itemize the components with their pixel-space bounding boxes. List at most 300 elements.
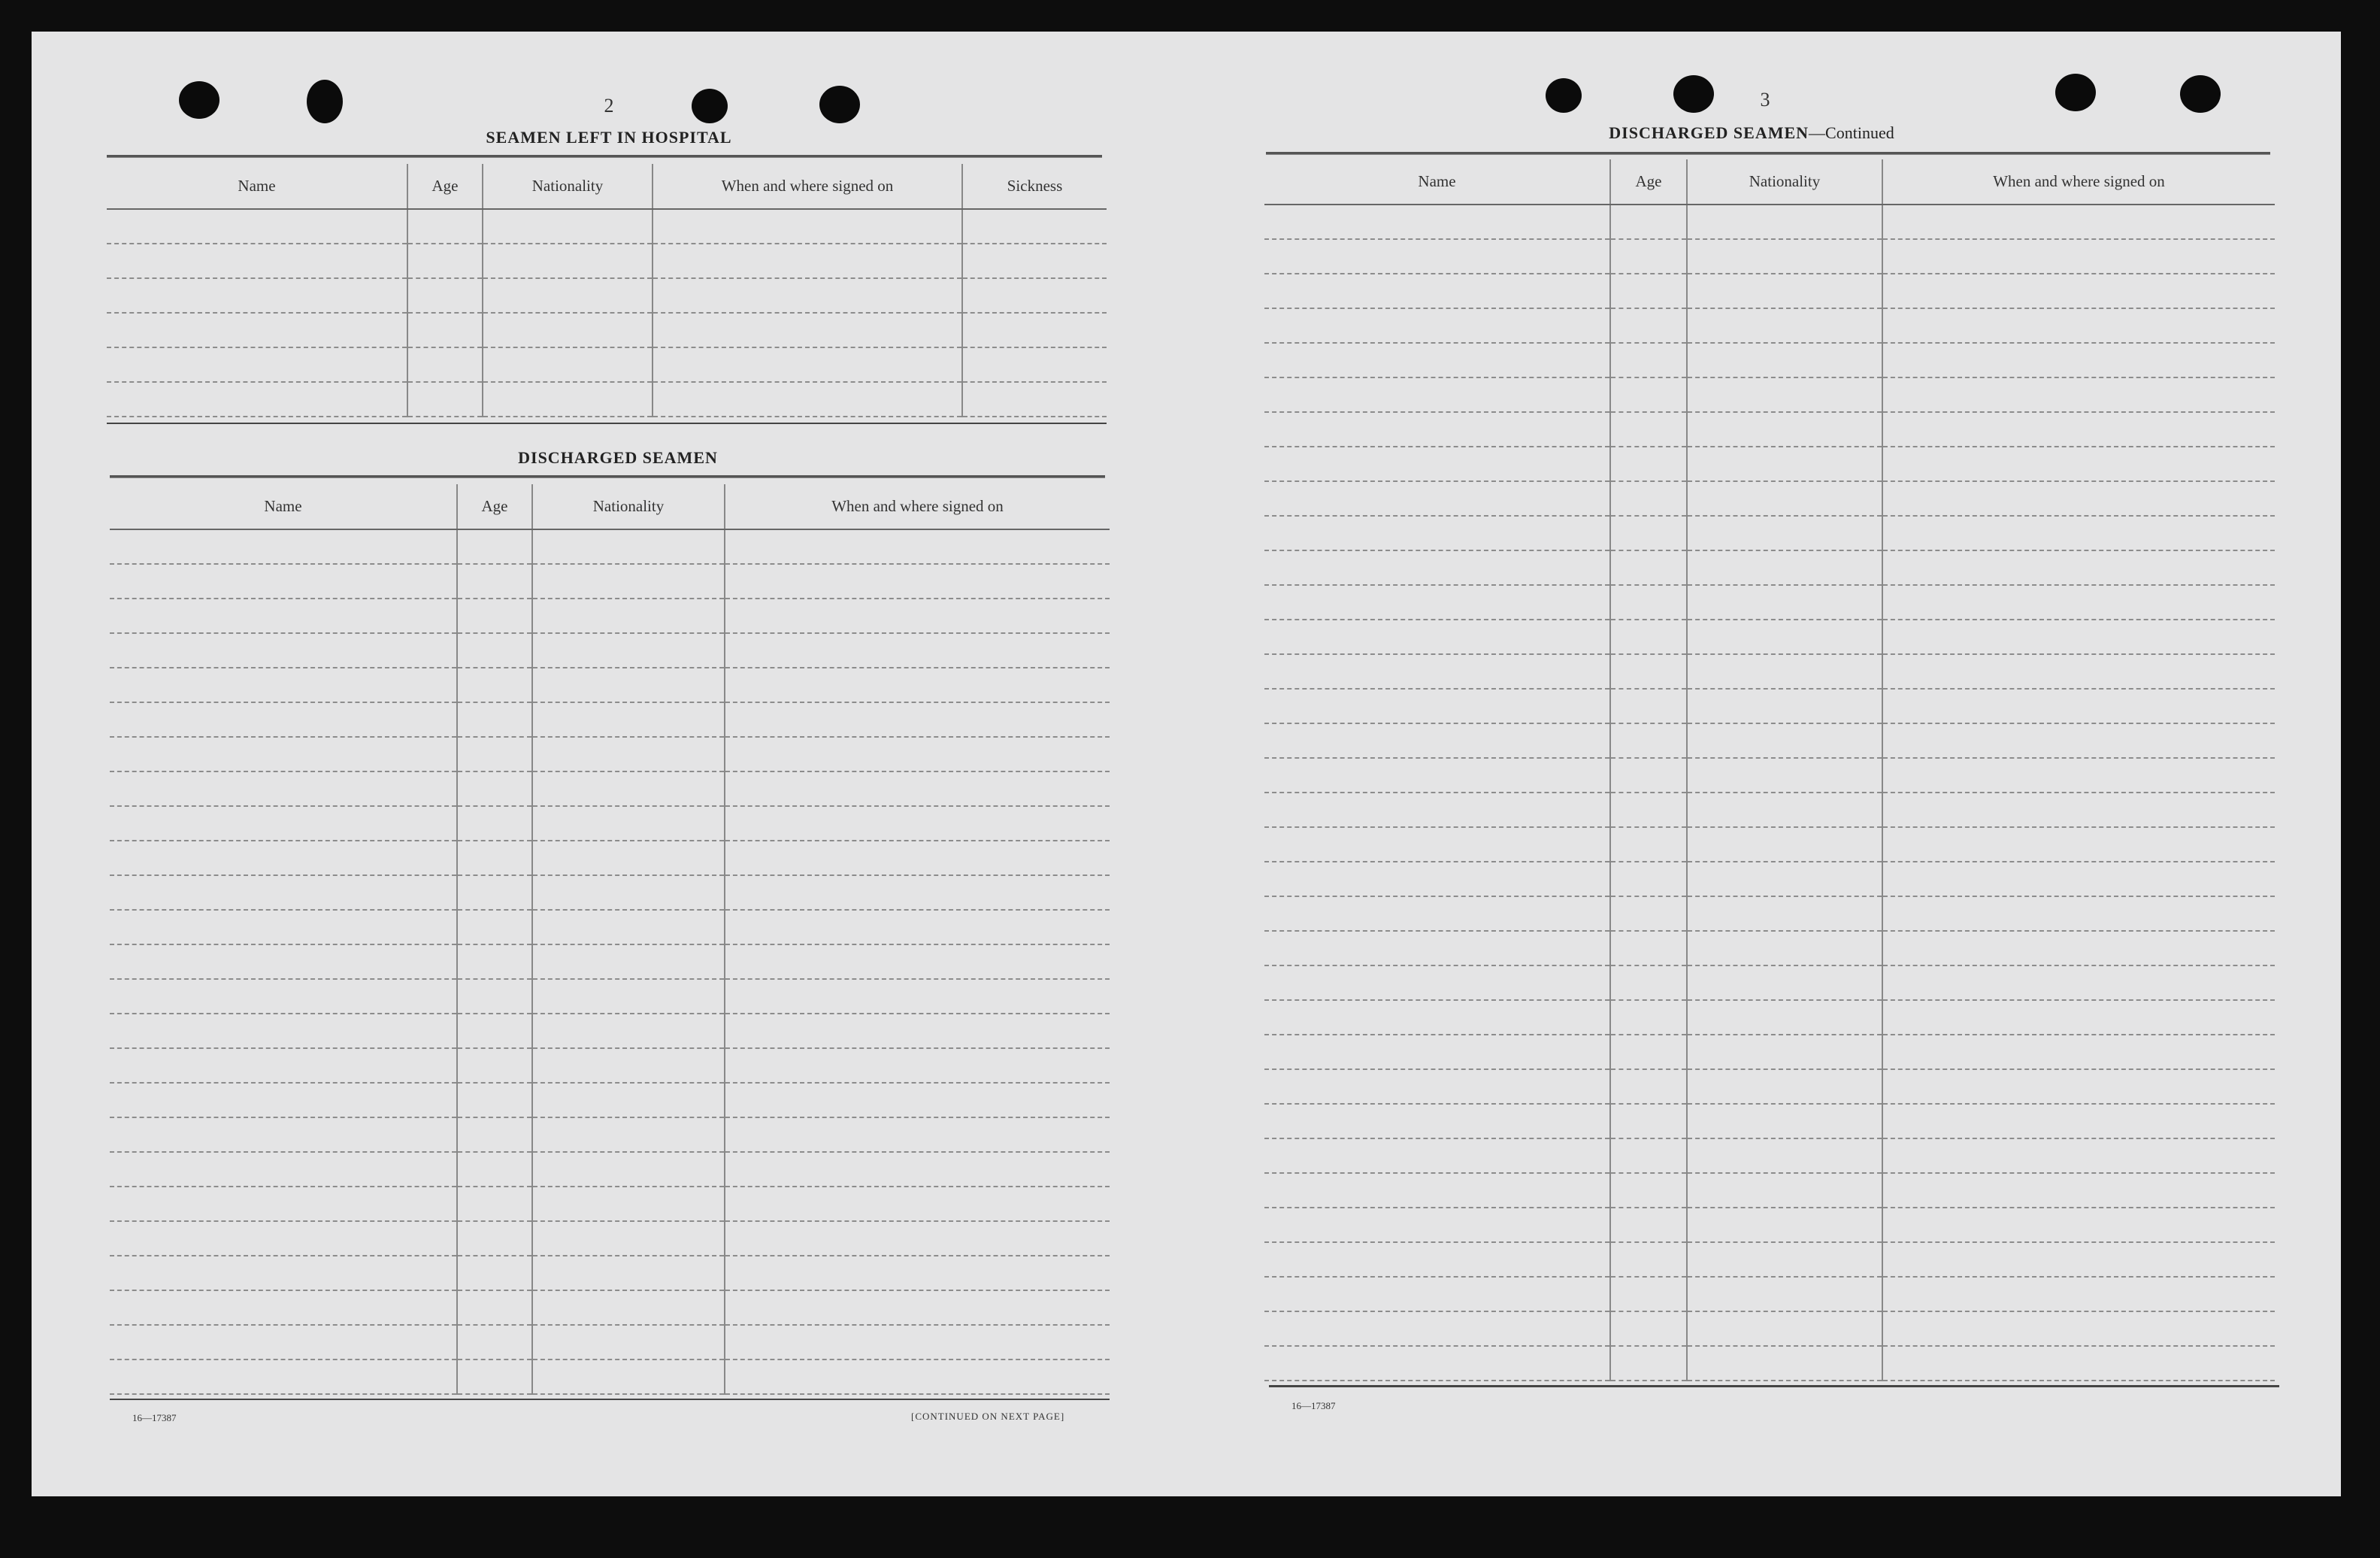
blank-entry-cell[interactable] — [1882, 447, 2275, 481]
blank-entry-cell[interactable] — [1882, 793, 2275, 827]
blank-entry-cell[interactable] — [532, 1048, 725, 1083]
table-row — [1264, 1173, 2275, 1208]
blank-entry-cell[interactable] — [1610, 1104, 1687, 1138]
blank-entry-cell[interactable] — [1264, 1138, 1610, 1173]
blank-entry-cell[interactable] — [1882, 758, 2275, 793]
blank-entry-cell[interactable] — [1687, 1104, 1882, 1138]
blank-entry-cell[interactable] — [1610, 654, 1687, 689]
blank-entry-cell[interactable] — [457, 1117, 532, 1152]
blank-entry-cell[interactable] — [110, 1152, 457, 1187]
blank-entry-cell[interactable] — [110, 875, 457, 910]
blank-entry-cell[interactable] — [1882, 308, 2275, 343]
blank-entry-cell[interactable] — [110, 1048, 457, 1083]
blank-entry-cell[interactable] — [1687, 965, 1882, 1000]
blank-entry-cell[interactable] — [1610, 1000, 1687, 1035]
blank-entry-cell[interactable] — [1882, 1138, 2275, 1173]
blank-entry-cell[interactable] — [532, 1187, 725, 1221]
blank-entry-cell[interactable] — [1687, 1000, 1882, 1035]
blank-entry-cell[interactable] — [725, 771, 1110, 806]
blank-entry-cell[interactable] — [110, 806, 457, 841]
blank-entry-cell[interactable] — [725, 910, 1110, 944]
blank-entry-cell[interactable] — [1687, 1035, 1882, 1069]
blank-entry-cell[interactable] — [110, 1256, 457, 1290]
blank-entry-cell[interactable] — [1687, 862, 1882, 896]
table-row — [1264, 931, 2275, 965]
blank-entry-cell[interactable] — [110, 910, 457, 944]
blank-entry-cell[interactable] — [1687, 827, 1882, 862]
blank-entry-cell[interactable] — [457, 633, 532, 668]
blank-entry-cell[interactable] — [457, 599, 532, 633]
blank-entry-cell[interactable] — [457, 806, 532, 841]
blank-entry-cell[interactable] — [1610, 1277, 1687, 1311]
blank-entry-cell[interactable] — [725, 1117, 1110, 1152]
blank-entry-cell[interactable] — [1882, 1208, 2275, 1242]
blank-entry-cell[interactable] — [457, 841, 532, 875]
blank-entry-cell[interactable] — [457, 944, 532, 979]
blank-entry-cell[interactable] — [1687, 412, 1882, 447]
blank-entry-cell[interactable] — [1882, 377, 2275, 412]
blank-entry-cell[interactable] — [532, 564, 725, 599]
blank-entry-cell[interactable] — [962, 382, 1107, 417]
blank-entry-cell[interactable] — [1264, 377, 1610, 412]
blank-entry-cell[interactable] — [962, 347, 1107, 382]
blank-entry-cell[interactable] — [457, 1187, 532, 1221]
blank-entry-cell[interactable] — [110, 529, 457, 564]
blank-entry-cell[interactable] — [1610, 793, 1687, 827]
blank-entry-cell[interactable] — [107, 313, 407, 347]
blank-entry-cell[interactable] — [1687, 274, 1882, 308]
blank-entry-cell[interactable] — [653, 347, 962, 382]
blank-entry-cell[interactable] — [407, 244, 483, 278]
blank-entry-cell[interactable] — [725, 702, 1110, 737]
blank-entry-cell[interactable] — [1264, 1035, 1610, 1069]
blank-entry-cell[interactable] — [457, 1014, 532, 1048]
section-title-discharged: DISCHARGED SEAMEN — [518, 448, 718, 467]
table-row — [1264, 516, 2275, 550]
blank-entry-cell[interactable] — [1610, 377, 1687, 412]
blank-entry-cell[interactable] — [107, 278, 407, 313]
column-header-name: Name — [110, 484, 457, 529]
blank-entry-cell[interactable] — [532, 875, 725, 910]
table-row — [110, 564, 1110, 599]
blank-entry-cell[interactable] — [532, 737, 725, 771]
blank-entry-cell[interactable] — [110, 1221, 457, 1256]
blank-entry-cell[interactable] — [532, 668, 725, 702]
blank-entry-cell[interactable] — [457, 668, 532, 702]
blank-entry-cell[interactable] — [962, 244, 1107, 278]
blank-entry-cell[interactable] — [1882, 1000, 2275, 1035]
blank-entry-cell[interactable] — [1882, 896, 2275, 931]
blank-entry-cell[interactable] — [532, 1152, 725, 1187]
table-row — [1264, 550, 2275, 585]
blank-entry-cell[interactable] — [1882, 931, 2275, 965]
blank-entry-cell[interactable] — [1882, 1311, 2275, 1346]
blank-entry-cell[interactable] — [110, 841, 457, 875]
blank-entry-cell[interactable] — [1610, 412, 1687, 447]
blank-entry-cell[interactable] — [1687, 239, 1882, 274]
blank-entry-cell[interactable] — [1882, 723, 2275, 758]
blank-entry-cell[interactable] — [110, 633, 457, 668]
blank-entry-cell[interactable] — [1264, 1346, 1610, 1381]
blank-entry-cell[interactable] — [725, 1014, 1110, 1048]
blank-entry-cell[interactable] — [110, 702, 457, 737]
blank-entry-cell[interactable] — [1687, 758, 1882, 793]
blank-entry-cell[interactable] — [1610, 516, 1687, 550]
blank-entry-cell[interactable] — [725, 1152, 1110, 1187]
blank-entry-cell[interactable] — [1882, 827, 2275, 862]
blank-entry-cell[interactable] — [110, 1083, 457, 1117]
blank-entry-cell[interactable] — [1687, 1173, 1882, 1208]
column-header-age: Age — [407, 164, 483, 209]
table-row — [1264, 1069, 2275, 1104]
blank-entry-cell[interactable] — [725, 806, 1110, 841]
table-row — [110, 1048, 1110, 1083]
blank-entry-cell[interactable] — [1610, 274, 1687, 308]
blank-entry-cell[interactable] — [457, 702, 532, 737]
blank-entry-cell[interactable] — [110, 944, 457, 979]
blank-entry-cell[interactable] — [457, 737, 532, 771]
blank-entry-cell[interactable] — [483, 382, 653, 417]
blank-entry-cell[interactable] — [725, 875, 1110, 910]
blank-entry-cell[interactable] — [1264, 1104, 1610, 1138]
blank-entry-cell[interactable] — [1687, 343, 1882, 377]
blank-entry-cell[interactable] — [110, 1359, 457, 1394]
blank-entry-cell[interactable] — [110, 599, 457, 633]
blank-entry-cell[interactable] — [1610, 723, 1687, 758]
blank-entry-cell[interactable] — [725, 1083, 1110, 1117]
blank-entry-cell[interactable] — [1264, 274, 1610, 308]
blank-entry-cell[interactable] — [1610, 965, 1687, 1000]
blank-entry-cell[interactable] — [1882, 516, 2275, 550]
blank-entry-cell[interactable] — [1610, 239, 1687, 274]
blank-entry-cell[interactable] — [1264, 1311, 1610, 1346]
blank-entry-cell[interactable] — [110, 771, 457, 806]
blank-entry-cell[interactable] — [1687, 1311, 1882, 1346]
blank-entry-cell[interactable] — [1264, 758, 1610, 793]
table-row — [1264, 1000, 2275, 1035]
blank-entry-cell[interactable] — [1610, 205, 1687, 239]
blank-entry-cell[interactable] — [457, 1290, 532, 1325]
blank-entry-cell[interactable] — [110, 1117, 457, 1152]
blank-entry-cell[interactable] — [483, 244, 653, 278]
blank-entry-cell[interactable] — [1264, 239, 1610, 274]
blank-entry-cell[interactable] — [532, 806, 725, 841]
table-row — [110, 1290, 1110, 1325]
blank-entry-cell[interactable] — [532, 1359, 725, 1394]
blank-entry-cell[interactable] — [110, 1014, 457, 1048]
blank-entry-cell[interactable] — [653, 313, 962, 347]
blank-entry-cell[interactable] — [1687, 1346, 1882, 1381]
blank-entry-cell[interactable] — [483, 278, 653, 313]
blank-entry-cell[interactable] — [1610, 1138, 1687, 1173]
blank-entry-cell[interactable] — [1882, 274, 2275, 308]
blank-entry-cell[interactable] — [1687, 481, 1882, 516]
table-row — [110, 771, 1110, 806]
blank-entry-cell[interactable] — [1610, 689, 1687, 723]
blank-entry-cell[interactable] — [1610, 931, 1687, 965]
blank-entry-cell[interactable] — [407, 382, 483, 417]
table-row — [110, 1359, 1110, 1394]
blank-entry-cell[interactable] — [1264, 1069, 1610, 1104]
blank-entry-cell[interactable] — [1610, 1173, 1687, 1208]
blank-entry-cell[interactable] — [1882, 654, 2275, 689]
blank-entry-cell[interactable] — [725, 564, 1110, 599]
blank-entry-cell[interactable] — [725, 1290, 1110, 1325]
blank-entry-cell[interactable] — [1264, 550, 1610, 585]
table-bottom-rule — [110, 1399, 1110, 1400]
blank-entry-cell[interactable] — [483, 347, 653, 382]
blank-entry-cell[interactable] — [532, 1256, 725, 1290]
blank-entry-cell[interactable] — [653, 244, 962, 278]
blank-entry-cell[interactable] — [457, 1048, 532, 1083]
blank-entry-cell[interactable] — [1882, 1104, 2275, 1138]
column-header-signed-on: When and where signed on — [725, 484, 1110, 529]
blank-entry-cell[interactable] — [1610, 1242, 1687, 1277]
blank-entry-cell[interactable] — [532, 1221, 725, 1256]
blank-entry-cell[interactable] — [725, 841, 1110, 875]
blank-entry-cell[interactable] — [110, 979, 457, 1014]
blank-entry-cell[interactable] — [1687, 1208, 1882, 1242]
blank-entry-cell[interactable] — [653, 209, 962, 244]
blank-entry-cell[interactable] — [1264, 1173, 1610, 1208]
punch-hole — [307, 80, 343, 123]
blank-entry-cell[interactable] — [1264, 412, 1610, 447]
blank-entry-cell[interactable] — [1264, 1000, 1610, 1035]
blank-entry-cell[interactable] — [1264, 793, 1610, 827]
blank-entry-cell[interactable] — [1882, 239, 2275, 274]
blank-entry-cell[interactable] — [1882, 1242, 2275, 1277]
blank-entry-cell[interactable] — [407, 209, 483, 244]
blank-entry-cell[interactable] — [1610, 1069, 1687, 1104]
blank-entry-cell[interactable] — [532, 599, 725, 633]
section-title-hospital: SEAMEN LEFT IN HOSPITAL — [486, 128, 732, 147]
blank-entry-cell[interactable] — [1687, 793, 1882, 827]
blank-entry-cell[interactable] — [532, 1014, 725, 1048]
blank-entry-cell[interactable] — [1610, 550, 1687, 585]
column-header-name: Name — [107, 164, 407, 209]
blank-entry-cell[interactable] — [1687, 654, 1882, 689]
blank-entry-cell[interactable] — [1264, 620, 1610, 654]
blank-entry-cell[interactable] — [725, 944, 1110, 979]
blank-entry-cell[interactable] — [1687, 1277, 1882, 1311]
blank-entry-cell[interactable] — [1264, 343, 1610, 377]
blank-entry-cell[interactable] — [1264, 965, 1610, 1000]
blank-entry-cell[interactable] — [532, 1290, 725, 1325]
blank-entry-cell[interactable] — [457, 979, 532, 1014]
blank-entry-cell[interactable] — [1264, 585, 1610, 620]
table-row — [1264, 827, 2275, 862]
blank-entry-cell[interactable] — [725, 668, 1110, 702]
blank-entry-cell[interactable] — [1687, 620, 1882, 654]
blank-entry-cell[interactable] — [725, 1359, 1110, 1394]
blank-entry-cell[interactable] — [1882, 343, 2275, 377]
blank-entry-cell[interactable] — [1882, 1069, 2275, 1104]
blank-entry-cell[interactable] — [407, 347, 483, 382]
blank-entry-cell[interactable] — [1610, 896, 1687, 931]
blank-entry-cell[interactable] — [457, 1256, 532, 1290]
blank-entry-cell[interactable] — [457, 875, 532, 910]
blank-entry-cell[interactable] — [1264, 723, 1610, 758]
blank-entry-cell[interactable] — [1610, 481, 1687, 516]
blank-entry-cell[interactable] — [1687, 308, 1882, 343]
blank-entry-cell[interactable] — [1610, 1208, 1687, 1242]
blank-entry-cell[interactable] — [1264, 1208, 1610, 1242]
blank-entry-cell[interactable] — [532, 1083, 725, 1117]
double-rule — [110, 475, 1105, 478]
blank-entry-cell[interactable] — [1687, 931, 1882, 965]
blank-entry-cell[interactable] — [725, 1187, 1110, 1221]
blank-entry-cell[interactable] — [1882, 965, 2275, 1000]
blank-entry-cell[interactable] — [110, 1187, 457, 1221]
blank-entry-cell[interactable] — [532, 1117, 725, 1152]
blank-entry-cell[interactable] — [107, 244, 407, 278]
blank-entry-cell[interactable] — [1264, 896, 1610, 931]
blank-entry-cell[interactable] — [1610, 1311, 1687, 1346]
blank-entry-cell[interactable] — [457, 564, 532, 599]
blank-entry-cell[interactable] — [725, 979, 1110, 1014]
blank-entry-cell[interactable] — [532, 771, 725, 806]
blank-entry-cell[interactable] — [407, 313, 483, 347]
blank-entry-cell[interactable] — [1687, 896, 1882, 931]
blank-entry-cell[interactable] — [1264, 516, 1610, 550]
punch-hole — [2055, 74, 2096, 111]
blank-entry-cell[interactable] — [1610, 585, 1687, 620]
blank-entry-cell[interactable] — [457, 1325, 532, 1359]
blank-entry-cell[interactable] — [1882, 585, 2275, 620]
blank-entry-cell[interactable] — [1882, 412, 2275, 447]
blank-entry-cell[interactable] — [1687, 585, 1882, 620]
blank-entry-cell[interactable] — [1264, 827, 1610, 862]
blank-entry-cell[interactable] — [1687, 377, 1882, 412]
blank-entry-cell[interactable] — [457, 1083, 532, 1117]
blank-entry-cell[interactable] — [725, 737, 1110, 771]
section-title-suffix: —Continued — [1809, 123, 1894, 142]
blank-entry-cell[interactable] — [457, 1359, 532, 1394]
blank-entry-cell[interactable] — [532, 979, 725, 1014]
blank-entry-cell[interactable] — [725, 1256, 1110, 1290]
table-row — [1264, 896, 2275, 931]
blank-entry-cell[interactable] — [483, 209, 653, 244]
blank-entry-cell[interactable] — [1882, 1277, 2275, 1311]
blank-entry-cell[interactable] — [407, 278, 483, 313]
blank-entry-cell[interactable] — [1264, 308, 1610, 343]
blank-entry-cell[interactable] — [1687, 1242, 1882, 1277]
blank-entry-cell[interactable] — [1264, 481, 1610, 516]
table-row — [107, 209, 1107, 244]
blank-entry-cell[interactable] — [1264, 447, 1610, 481]
blank-entry-cell[interactable] — [457, 529, 532, 564]
table-row — [1264, 965, 2275, 1000]
blank-entry-cell[interactable] — [1882, 1035, 2275, 1069]
blank-entry-cell[interactable] — [1264, 1277, 1610, 1311]
blank-entry-cell[interactable] — [1264, 205, 1610, 239]
blank-entry-cell[interactable] — [110, 737, 457, 771]
blank-entry-cell[interactable] — [1687, 447, 1882, 481]
blank-entry-cell[interactable] — [1882, 1346, 2275, 1381]
blank-entry-cell[interactable] — [1264, 654, 1610, 689]
blank-entry-cell[interactable] — [532, 841, 725, 875]
table-row — [110, 1325, 1110, 1359]
blank-entry-cell[interactable] — [725, 599, 1110, 633]
blank-entry-cell[interactable] — [1687, 1069, 1882, 1104]
blank-entry-cell[interactable] — [107, 347, 407, 382]
blank-entry-cell[interactable] — [1610, 862, 1687, 896]
blank-entry-cell[interactable] — [725, 633, 1110, 668]
blank-entry-cell[interactable] — [532, 1325, 725, 1359]
blank-entry-cell[interactable] — [1687, 516, 1882, 550]
blank-entry-cell[interactable] — [532, 944, 725, 979]
table-row — [110, 1187, 1110, 1221]
blank-entry-cell[interactable] — [1610, 758, 1687, 793]
blank-entry-cell[interactable] — [532, 702, 725, 737]
blank-entry-cell[interactable] — [1610, 1346, 1687, 1381]
blank-entry-cell[interactable] — [1882, 481, 2275, 516]
table-row — [110, 1152, 1110, 1187]
blank-entry-cell[interactable] — [653, 278, 962, 313]
blank-entry-cell[interactable] — [532, 633, 725, 668]
blank-entry-cell[interactable] — [962, 209, 1107, 244]
blank-entry-cell[interactable] — [1687, 723, 1882, 758]
blank-entry-cell[interactable] — [653, 382, 962, 417]
column-header-sickness: Sickness — [962, 164, 1107, 209]
blank-entry-cell[interactable] — [107, 382, 407, 417]
blank-entry-cell[interactable] — [1264, 931, 1610, 965]
blank-entry-cell[interactable] — [457, 910, 532, 944]
blank-entry-cell[interactable] — [1687, 205, 1882, 239]
blank-entry-cell[interactable] — [110, 668, 457, 702]
column-header-signed-on: When and where signed on — [1882, 159, 2275, 205]
blank-entry-cell[interactable] — [107, 209, 407, 244]
blank-entry-cell[interactable] — [725, 1221, 1110, 1256]
blank-entry-cell[interactable] — [110, 1325, 457, 1359]
blank-entry-cell[interactable] — [110, 564, 457, 599]
blank-entry-cell[interactable] — [457, 1221, 532, 1256]
table-row — [110, 529, 1110, 564]
blank-entry-cell[interactable] — [457, 771, 532, 806]
blank-entry-cell[interactable] — [725, 529, 1110, 564]
blank-entry-cell[interactable] — [1882, 1173, 2275, 1208]
blank-entry-cell[interactable] — [532, 910, 725, 944]
blank-entry-cell[interactable] — [962, 278, 1107, 313]
blank-entry-cell[interactable] — [725, 1325, 1110, 1359]
blank-entry-cell[interactable] — [532, 529, 725, 564]
blank-entry-cell[interactable] — [1264, 689, 1610, 723]
blank-entry-cell[interactable] — [1687, 1138, 1882, 1173]
blank-entry-cell[interactable] — [1610, 308, 1687, 343]
blank-entry-cell[interactable] — [1610, 447, 1687, 481]
blank-entry-cell[interactable] — [1264, 862, 1610, 896]
blank-entry-cell[interactable] — [1264, 1242, 1610, 1277]
blank-entry-cell[interactable] — [483, 313, 653, 347]
blank-entry-cell[interactable] — [1610, 1035, 1687, 1069]
blank-entry-cell[interactable] — [457, 1152, 532, 1187]
blank-entry-cell[interactable] — [962, 313, 1107, 347]
blank-entry-cell[interactable] — [1610, 343, 1687, 377]
blank-entry-cell[interactable] — [1882, 620, 2275, 654]
blank-entry-cell[interactable] — [1687, 689, 1882, 723]
blank-entry-cell[interactable] — [1882, 689, 2275, 723]
blank-entry-cell[interactable] — [1687, 550, 1882, 585]
punch-hole — [2180, 75, 2221, 113]
blank-entry-cell[interactable] — [110, 1290, 457, 1325]
section-title-text: DISCHARGED SEAMEN — [1609, 123, 1809, 142]
blank-entry-cell[interactable] — [725, 1048, 1110, 1083]
blank-entry-cell[interactable] — [1610, 620, 1687, 654]
blank-entry-cell[interactable] — [1882, 550, 2275, 585]
blank-entry-cell[interactable] — [1882, 862, 2275, 896]
blank-entry-cell[interactable] — [1610, 827, 1687, 862]
blank-entry-cell[interactable] — [1882, 205, 2275, 239]
